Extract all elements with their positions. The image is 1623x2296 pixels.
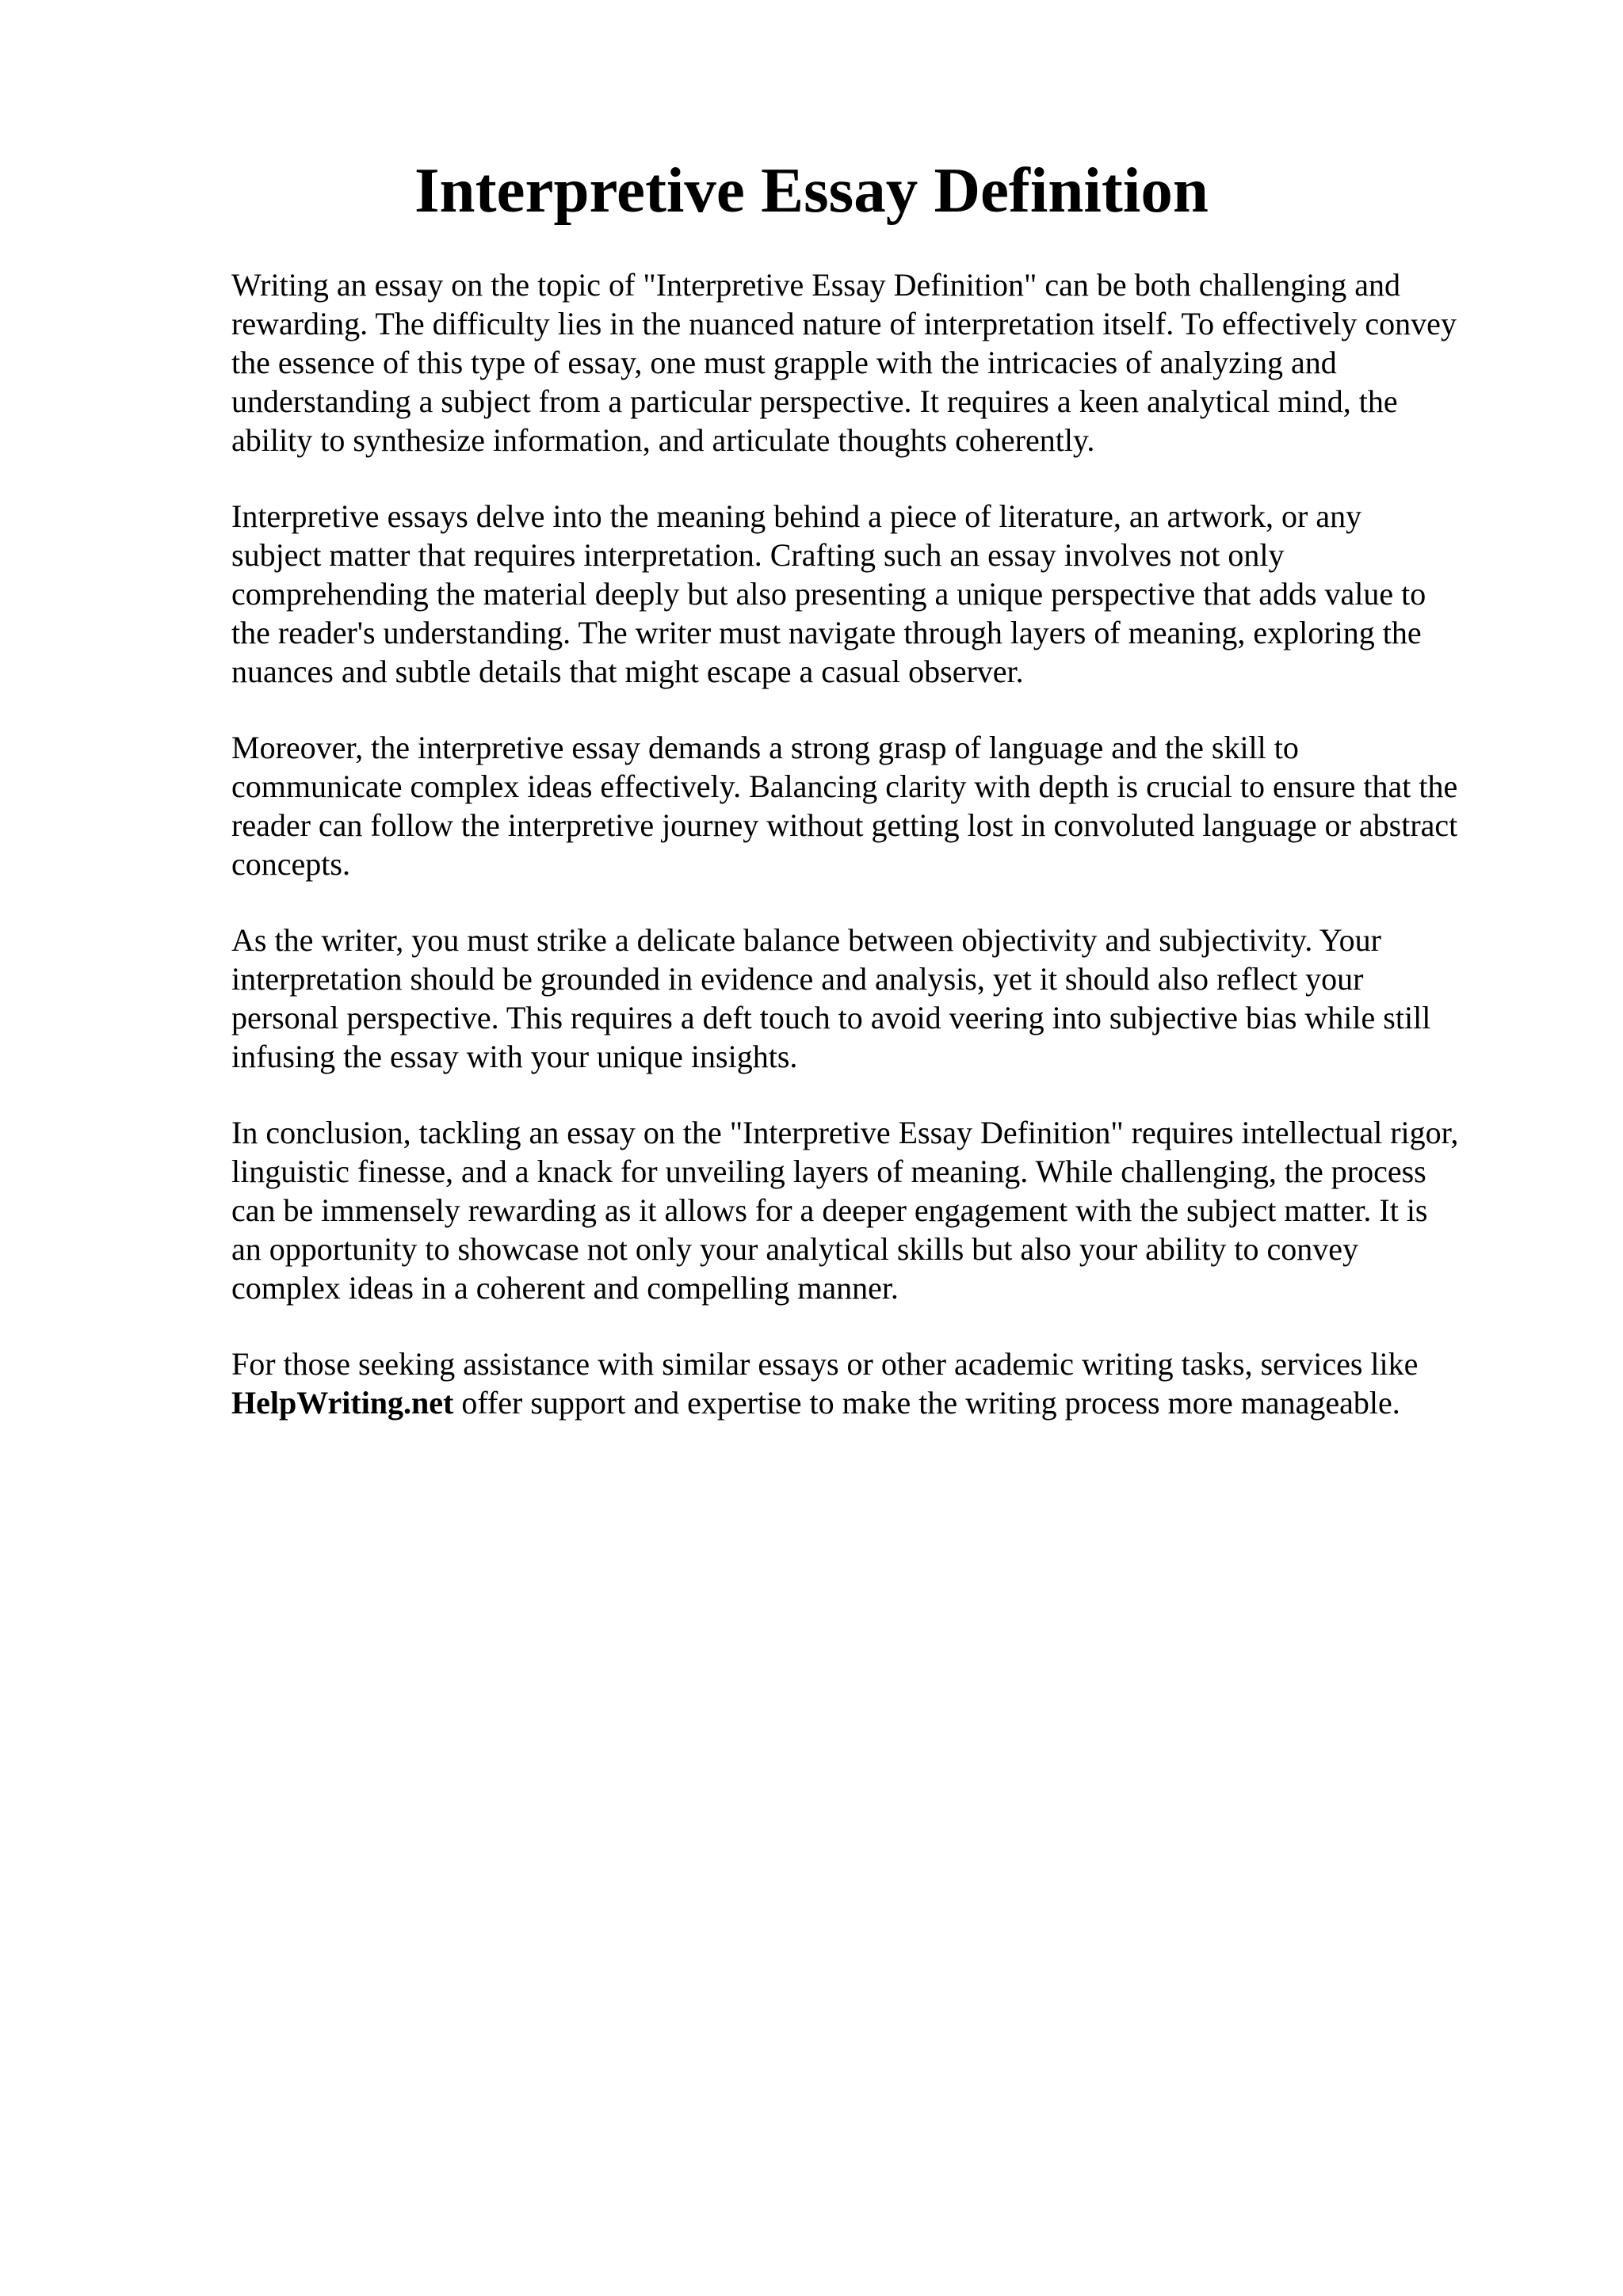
document-body <box>231 265 1515 1459</box>
paragraph-line: infusing the essay with your unique insights. <box>231 1039 798 1074</box>
paragraph-line <box>231 1383 1515 1422</box>
paragraph-line: personal perspective. This requires a deft touch to avoid veering into subjective bias while still <box>231 1000 1431 1035</box>
paragraph-line: Interpretive essays delve into the meaning behind a piece of literature, an artwork, or any <box>231 498 1362 534</box>
paragraph-4 <box>231 921 1515 1076</box>
helpwriting-link[interactable]: HelpWriting.net <box>231 1385 454 1421</box>
closing-line-rest: offer support and expertise to make the writing process more manageable. <box>453 1385 1400 1421</box>
paragraph-line: As the writer, you must strike a delicate balance between objectivity and subjectivity. Your <box>231 922 1381 958</box>
closing-paragraph <box>231 1344 1515 1422</box>
paragraph-line: In conclusion, tackling an essay on the "Interpretive Essay Definition" requires intellectual rigor, <box>231 1115 1459 1150</box>
paragraph-line: concepts. <box>231 846 350 882</box>
paragraph-line: understanding a subject from a particular perspective. It requires a keen analytical mind, the <box>231 383 1398 419</box>
paragraph-1 <box>231 265 1515 460</box>
paragraph-line: can be immensely rewarding as it allows for a deeper engagement with the subject matter. It is <box>231 1192 1428 1228</box>
paragraph-line: reader can follow the interpretive journey without getting lost in convoluted language or abstract <box>231 807 1458 843</box>
paragraph-line: an opportunity to showcase not only your analytical skills but also your ability to convey <box>231 1231 1358 1267</box>
paragraph-line: comprehending the material deeply but also presenting a unique perspective that adds value to <box>231 576 1426 612</box>
paragraph-line: complex ideas in a coherent and compelling manner. <box>231 1270 899 1306</box>
paragraph-3 <box>231 728 1515 883</box>
paragraph-2 <box>231 497 1515 691</box>
paragraph-line: Moreover, the interpretive essay demands a strong grasp of language and the skill to <box>231 730 1299 765</box>
paragraph-line: the essence of this type of essay, one must grapple with the intricacies of analyzing and <box>231 345 1337 380</box>
paragraph-line: ability to synthesize information, and articulate thoughts coherently. <box>231 422 1095 458</box>
paragraph-line: linguistic finesse, and a knack for unveiling layers of meaning. While challenging, the process <box>231 1154 1426 1189</box>
paragraph-line: the reader's understanding. The writer must navigate through layers of meaning, exploring the <box>231 615 1422 650</box>
paragraph-line: interpretation should be grounded in evidence and analysis, yet it should also reflect your <box>231 961 1364 997</box>
paragraph-5 <box>231 1113 1515 1307</box>
paragraph-line: communicate complex ideas effectively. Balancing clarity with depth is crucial to ensure that the <box>231 769 1458 804</box>
paragraph-line: Writing an essay on the topic of "Interpretive Essay Definition" can be both challenging and <box>231 267 1401 303</box>
paragraph-line: nuances and subtle details that might escape a casual observer. <box>231 654 1024 689</box>
paragraph-line: subject matter that requires interpretation. Crafting such an essay involves not only <box>231 537 1285 573</box>
paragraph-line: For those seeking assistance with similar essays or other academic writing tasks, services like <box>231 1346 1419 1382</box>
paragraph-line: rewarding. The difficulty lies in the nuanced nature of interpretation itself. To effectively convey <box>231 306 1457 341</box>
page-title: Interpretive Essay Definition <box>414 154 1209 226</box>
